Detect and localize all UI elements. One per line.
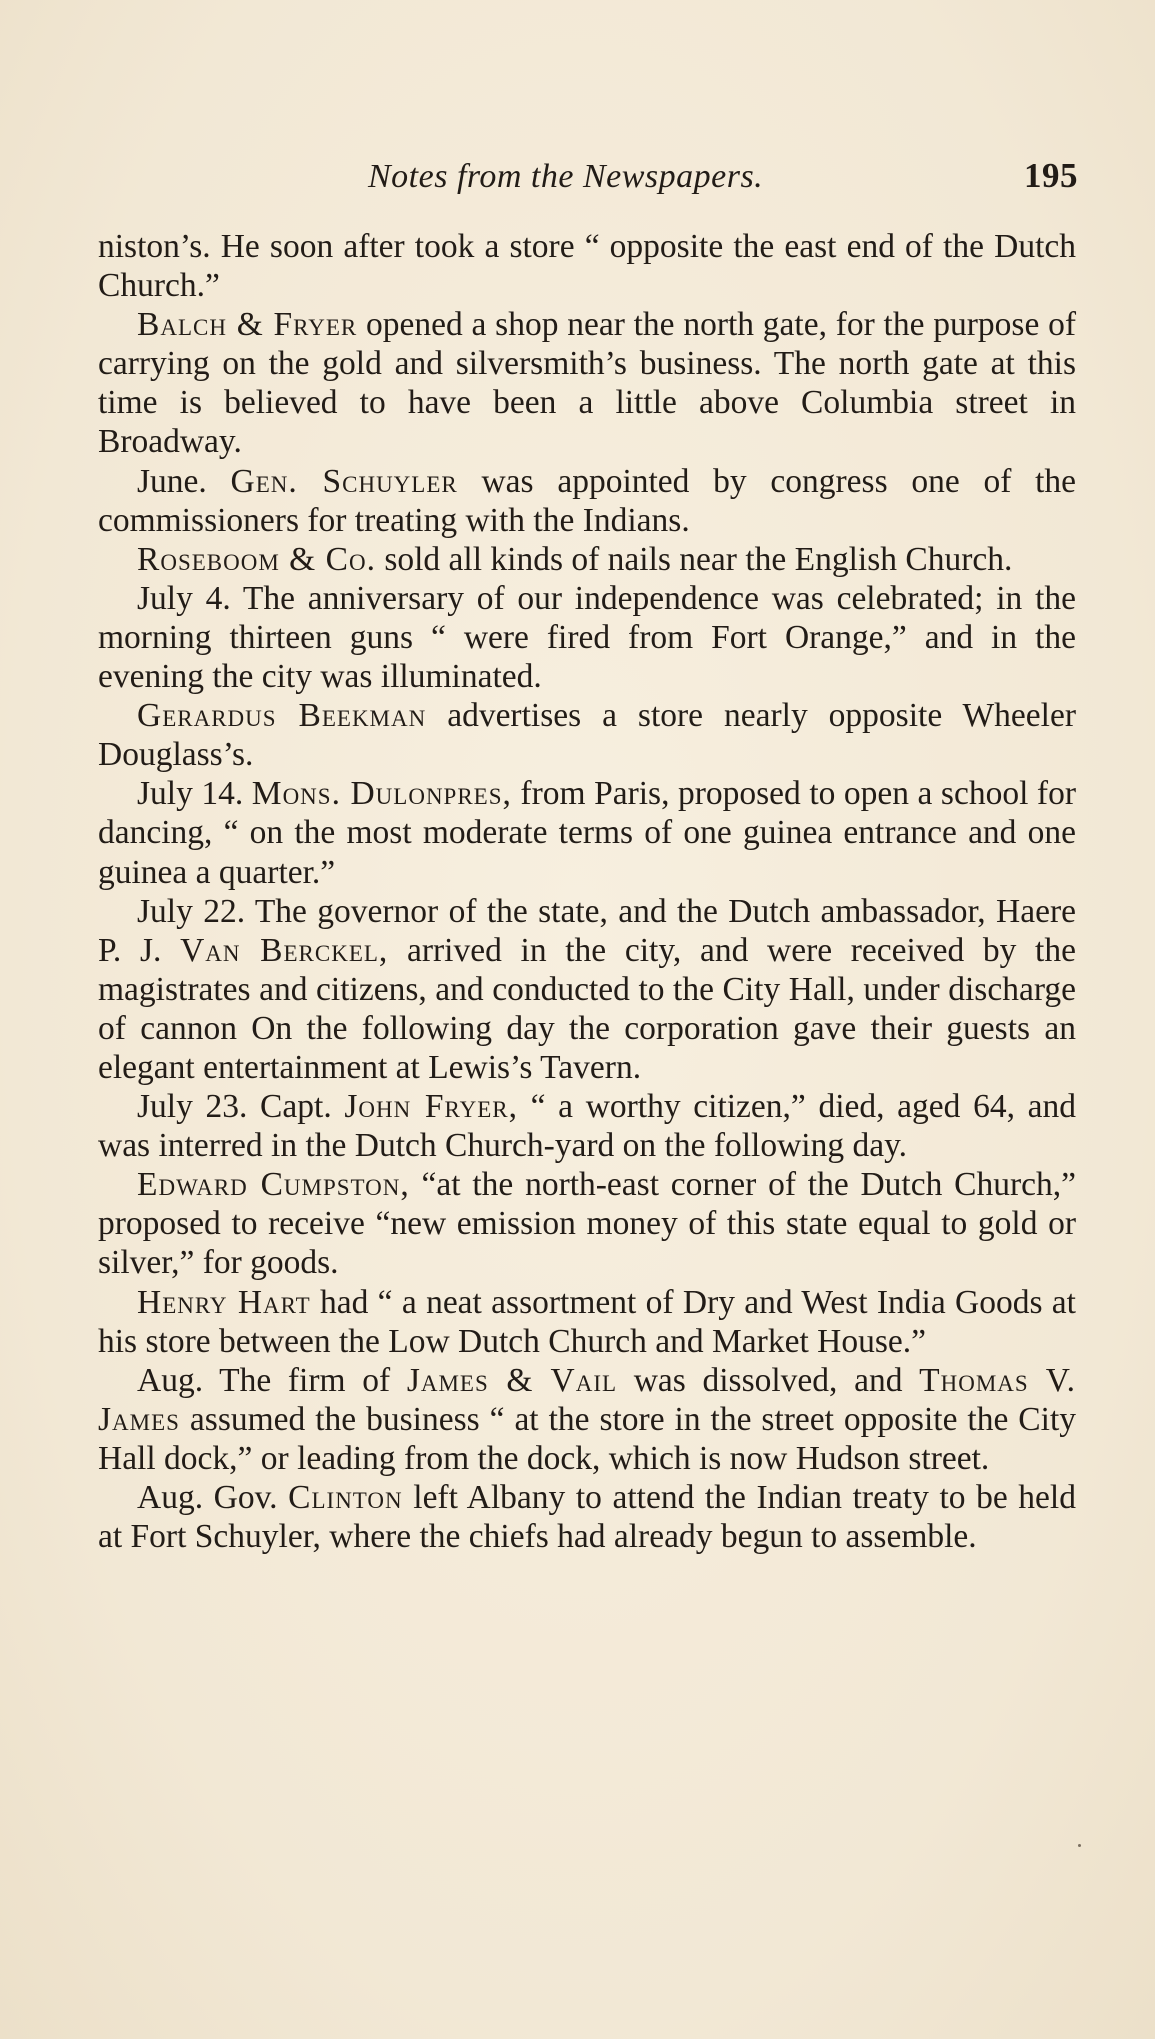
paragraph <box>98 1361 1076 1478</box>
name-smallcaps: Balch & Fryer <box>137 306 358 344</box>
paragraph <box>98 1283 1076 1361</box>
body-text <box>98 227 1076 1556</box>
text-run: niston’s. He soon after took a store “ opposite the east end of the Dutch Church.” <box>98 228 1076 305</box>
text-run: “at the north-east corner of the Dutch Church,” proposed to receive “new emission money of this state equal to gold or silver,” for goods. <box>98 1166 1076 1282</box>
name-smallcaps: Mons. Dulonpres, <box>251 775 512 813</box>
name-smallcaps: Gerardus Beekman <box>137 697 427 735</box>
text-run: was appointed by congress one of the commissioners for treating with the Indians. <box>98 462 1077 539</box>
text-run: July 4. The anniversary of our independence was celebrated; in the morning thirteen guns “ were fired from Fort Orange,” and in the evening the city was illuminated. <box>98 579 1076 696</box>
paragraph <box>98 305 1076 461</box>
text-run: sold all kinds of nails near the English Church. <box>375 540 1013 578</box>
name-smallcaps: Thomas V. James <box>98 1361 1076 1438</box>
text-run: assumed the business “ at the store in the street opposite the City Hall dock,” or leading from the dock, which is now Hudson street. <box>98 1400 1076 1477</box>
paragraph <box>98 540 1076 579</box>
paragraph <box>98 462 1076 540</box>
ink-speck <box>1078 1844 1081 1847</box>
paragraph <box>98 1087 1076 1165</box>
text-run: arrived in the city, and were received by the magistrates and citizens, and conducted to the City Hall, under discharge of cannon On the following day the corporation gave their guests an elegant entertainment at Lewis’s Tavern. <box>98 931 1076 1086</box>
name-smallcaps: John Fryer, <box>344 1088 518 1126</box>
text-run: advertises a store nearly opposite Wheeler Douglass’s. <box>98 697 1076 774</box>
text-run: left Albany to attend the Indian treaty to be held at Fort Schuyler, where the chiefs had already begun to assemble. <box>98 1479 1076 1556</box>
name-smallcaps: Roseboom & Co. <box>137 540 376 578</box>
text-run: July 22. The governor of the state, and the Dutch ambassador, Haere P. J. <box>98 892 1076 969</box>
paragraph <box>98 1478 1076 1556</box>
paragraph <box>98 774 1076 891</box>
text-run: “ a worthy citizen,” died, aged 64, and was interred in the Dutch Church-yard on the following day. <box>98 1088 1076 1165</box>
text-run: was dissolved, and <box>617 1361 920 1399</box>
text-run: opened a shop near the north gate, for the purpose of carrying on the gold and silversmith’s business. The north gate at this time is believed to have been a little above Columbia street in Broadway. <box>98 306 1076 461</box>
text-run: from Paris, proposed to open a school for dancing, “ on the most moderate terms of one guinea entrance and one guinea a quarter.” <box>98 775 1076 891</box>
name-smallcaps: Henry Hart <box>137 1283 311 1321</box>
text-run: Aug. Gov. <box>137 1479 289 1516</box>
text-run: June. <box>137 462 231 500</box>
name-smallcaps: Van Berckel, <box>180 931 389 969</box>
page-header <box>98 152 1080 202</box>
running-head: Notes from the Newspapers. <box>368 158 764 195</box>
text-run: July 14. <box>137 775 252 813</box>
paragraph <box>98 892 1076 1087</box>
name-smallcaps: Gen. Schuyler <box>230 462 458 500</box>
text-run: had “ a neat assortment of Dry and West India Goods at his store between the Low Dutch Church and Market House.” <box>98 1283 1076 1360</box>
paragraph <box>98 1165 1076 1282</box>
text-run: Aug. The firm of <box>137 1361 407 1399</box>
paragraph <box>98 579 1076 696</box>
page-number: 195 <box>1024 156 1078 195</box>
name-smallcaps: Clinton <box>288 1479 403 1516</box>
paragraph <box>98 696 1076 774</box>
name-smallcaps: James & Vail <box>406 1361 618 1399</box>
name-smallcaps: Edward Cumpston, <box>137 1166 410 1204</box>
text-run: July 23. Capt. <box>137 1088 345 1126</box>
paragraph <box>98 227 1076 305</box>
